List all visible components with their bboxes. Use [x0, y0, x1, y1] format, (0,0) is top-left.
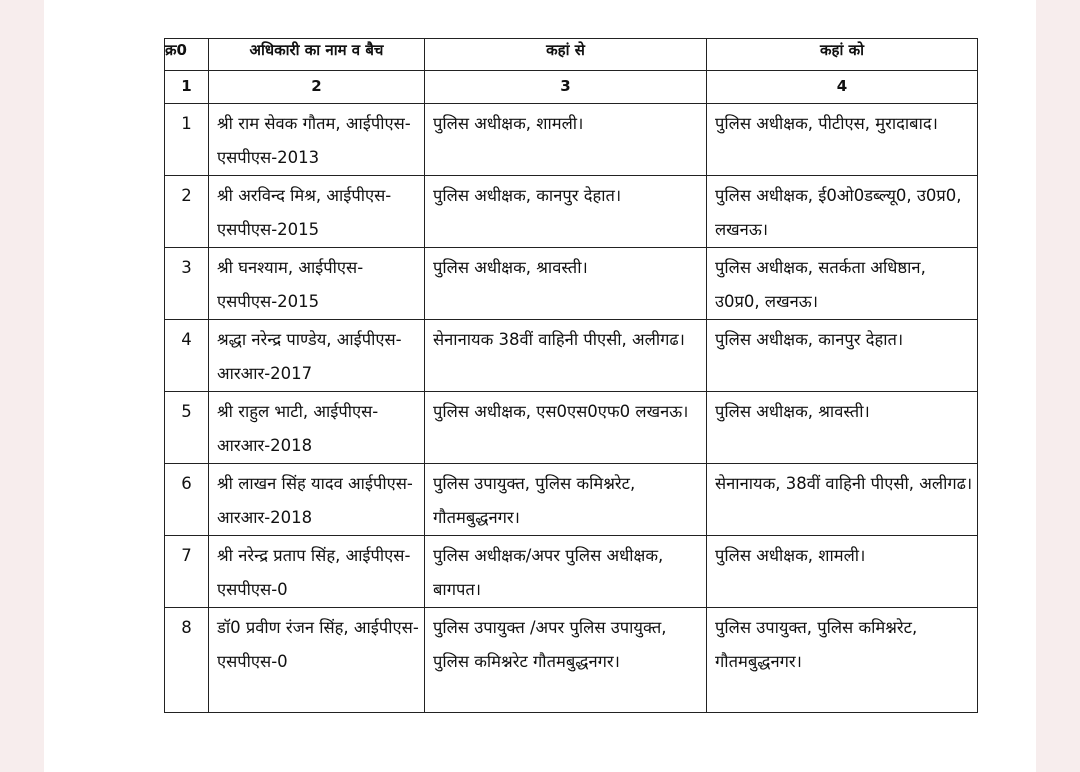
- to-cell: [707, 464, 978, 536]
- table-row: [165, 320, 978, 392]
- header-from: कहां से: [425, 39, 707, 71]
- to-cell: [707, 608, 978, 713]
- officer-name-batch: श्री अरविन्द मिश्र, आईपीएस-एसपीएस-2015: [217, 186, 392, 239]
- officer-name-batch: श्री घनश्याम, आईपीएस-एसपीएस-2015: [217, 258, 364, 311]
- from-cell: [425, 176, 707, 248]
- to-cell: [707, 320, 978, 392]
- serial-cell: [165, 392, 209, 464]
- serial-cell: [165, 248, 209, 320]
- table-row: [165, 464, 978, 536]
- from-cell: [425, 392, 707, 464]
- to-posting: सेनानायक, 38वीं वाहिनी पीएसी, अलीगढ।: [715, 474, 973, 493]
- serial-cell: [165, 608, 209, 713]
- document-page: [44, 0, 1036, 772]
- transfer-table: [164, 38, 978, 713]
- serial-number: 2: [181, 186, 192, 205]
- from-cell: [425, 248, 707, 320]
- serial-cell: [165, 536, 209, 608]
- column-number: 1: [165, 71, 209, 104]
- from-posting: पुलिस अधीक्षक/अपर पुलिस अधीक्षक, बागपत।: [433, 546, 664, 599]
- from-posting: पुलिस उपायुक्त, पुलिस कमिश्नरेट, गौतमबुद्धनगर।: [433, 474, 636, 527]
- column-number: 2: [209, 71, 425, 104]
- header-serial: क्र0: [165, 39, 209, 71]
- officer-cell: [209, 392, 425, 464]
- from-posting: पुलिस उपायुक्त /अपर पुलिस उपायुक्त, पुलिस कमिश्नरेट गौतमबुद्धनगर।: [433, 618, 667, 671]
- from-posting: पुलिस अधीक्षक, शामली।: [433, 114, 584, 133]
- from-posting: पुलिस अधीक्षक, कानपुर देहात।: [433, 186, 622, 205]
- officer-cell: [209, 104, 425, 176]
- from-cell: [425, 536, 707, 608]
- serial-cell: [165, 176, 209, 248]
- officer-cell: [209, 536, 425, 608]
- table-row: [165, 608, 978, 713]
- serial-number: 7: [181, 546, 192, 565]
- from-cell: [425, 608, 707, 713]
- officer-name-batch: श्रद्धा नरेन्द्र पाण्डेय, आईपीएस-आरआर-2017: [217, 330, 402, 383]
- to-cell: [707, 392, 978, 464]
- to-cell: [707, 536, 978, 608]
- to-posting: पुलिस अधीक्षक, पीटीएस, मुरादाबाद।: [715, 114, 938, 133]
- from-posting: पुलिस अधीक्षक, एस0एस0एफ0 लखनऊ।: [433, 402, 689, 421]
- to-posting: पुलिस अधीक्षक, श्रावस्ती।: [715, 402, 870, 421]
- to-cell: [707, 176, 978, 248]
- to-posting: पुलिस अधीक्षक, ई0ओ0डब्ल्यू0, उ0प्र0, लखनऊ।: [715, 186, 962, 239]
- table-row: [165, 248, 978, 320]
- serial-number: 8: [181, 618, 192, 637]
- header-officer-name-batch: अधिकारी का नाम व बैच: [209, 39, 425, 71]
- from-cell: [425, 464, 707, 536]
- header-to: कहां को: [707, 39, 978, 71]
- from-posting: सेनानायक 38वीं वाहिनी पीएसी, अलीगढ।: [433, 330, 685, 349]
- officer-name-batch: श्री नरेन्द्र प्रताप सिंह, आईपीएस-एसपीएस-0: [217, 546, 411, 599]
- officer-name-batch: श्री लाखन सिंह यादव आईपीएस-आरआर-2018: [217, 474, 413, 527]
- column-number: 3: [425, 71, 707, 104]
- serial-number: 6: [181, 474, 192, 493]
- from-cell: [425, 104, 707, 176]
- officer-name-batch: डॉ0 प्रवीण रंजन सिंह, आईपीएस-एसपीएस-0: [217, 618, 419, 671]
- serial-number: 5: [181, 402, 192, 421]
- table-row: [165, 392, 978, 464]
- column-number: 4: [707, 71, 978, 104]
- to-posting: पुलिस अधीक्षक, सतर्कता अधिष्ठान, उ0प्र0, लखनऊ।: [715, 258, 926, 311]
- column-number-row: [165, 71, 978, 104]
- from-posting: पुलिस अधीक्षक, श्रावस्ती।: [433, 258, 588, 277]
- to-posting: पुलिस अधीक्षक, कानपुर देहात।: [715, 330, 904, 349]
- table-row: [165, 104, 978, 176]
- officer-cell: [209, 248, 425, 320]
- serial-cell: [165, 464, 209, 536]
- officer-cell: [209, 608, 425, 713]
- to-posting: पुलिस उपायुक्त, पुलिस कमिश्नरेट, गौतमबुद्धनगर।: [715, 618, 918, 671]
- serial-cell: [165, 320, 209, 392]
- table-row: [165, 536, 978, 608]
- serial-number: 1: [181, 114, 192, 133]
- officer-cell: [209, 176, 425, 248]
- table-row: [165, 176, 978, 248]
- to-posting: पुलिस अधीक्षक, शामली।: [715, 546, 866, 565]
- officer-name-batch: श्री राम सेवक गौतम, आईपीएस-एसपीएस-2013: [217, 114, 411, 167]
- officer-cell: [209, 464, 425, 536]
- serial-number: 4: [181, 330, 192, 349]
- officer-name-batch: श्री राहुल भाटी, आईपीएस-आरआर-2018: [217, 402, 379, 455]
- officer-cell: [209, 320, 425, 392]
- serial-cell: [165, 104, 209, 176]
- to-cell: [707, 248, 978, 320]
- header-row: [165, 39, 978, 71]
- serial-number: 3: [181, 258, 192, 277]
- to-cell: [707, 104, 978, 176]
- from-cell: [425, 320, 707, 392]
